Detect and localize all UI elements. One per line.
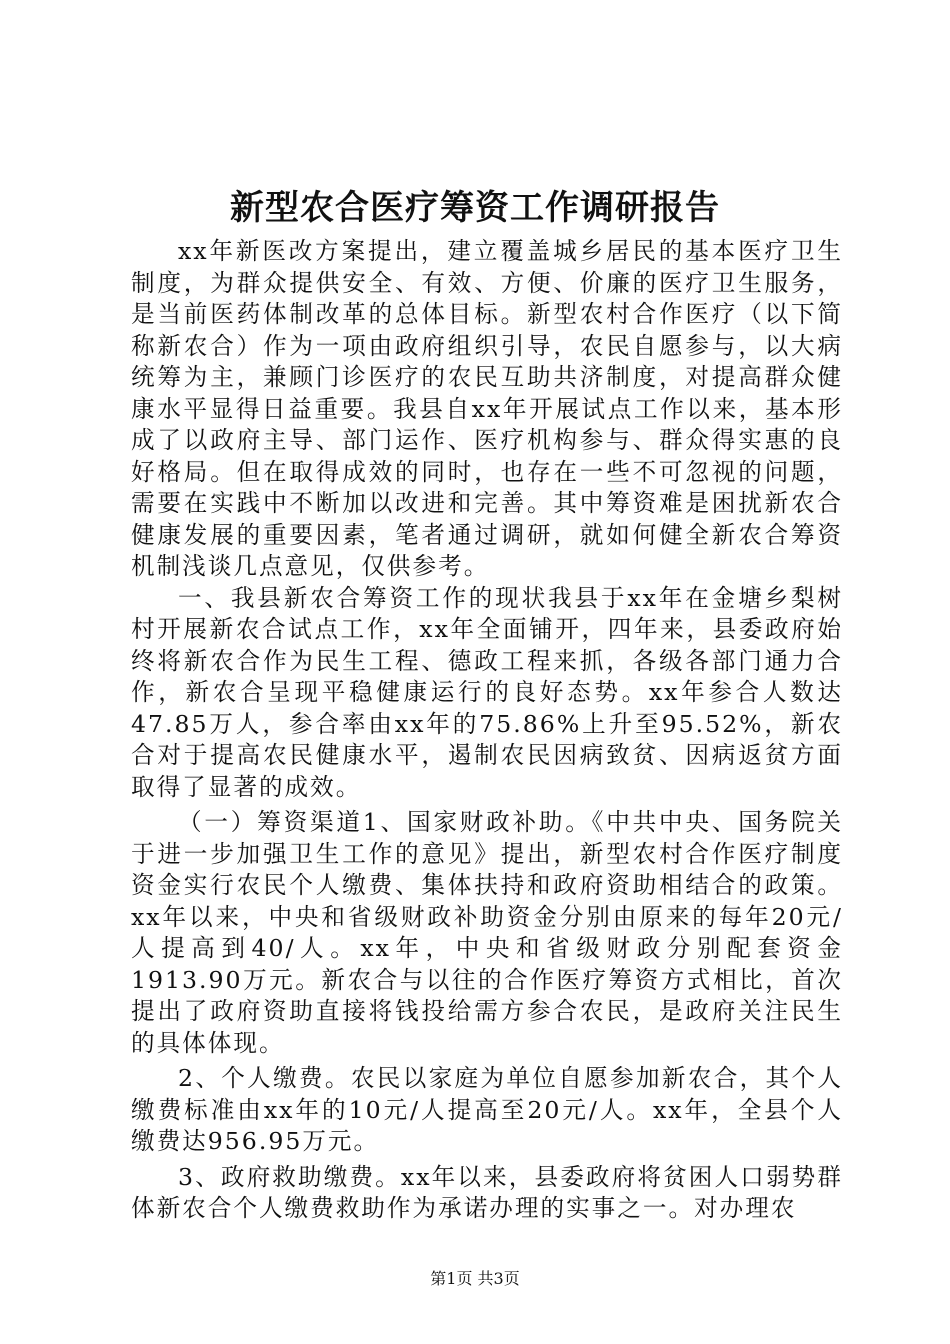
paragraph-section-1: 一、我县新农合筹资工作的现状我县于xx年在金塘乡梨树村开展新农合试点工作，xx年全面铺开，四年来，县委政府始终将新农合作为民生工程、德政工程来抓，各级各部门通力合作，新农合呈现平稳健康运行的良好态势。xx年参合人数达47.85万人，参合率由xx年的75.86%上升至95.52%，新农合对于提高农民健康水平，遏制农民因病致贫、因病返贫方面取得了显著的成效。 — [131, 583, 843, 801]
document-title: 新型农合医疗筹资工作调研报告 — [230, 188, 720, 228]
paragraph-funding-channels: （一）筹资渠道1、国家财政补助。《中共中央、国务院关于进一步加强卫生工作的意见》提出，新型农村合作医疗制度资金实行农民个人缴费、集体扶持和政府资助相结合的政策。xx年以来，中央和省级财政补助资金分别由原来的每年20元/人提高到40/人。xx年，中央和省级财政分别配套资金1913.90万元。新农合与以往的合作医疗筹资方式相比，首次提出了政府资助直接将钱投给需方参合农民，是政府关注民生的具体体现。 — [131, 808, 843, 1057]
page-footer: 第1页 共3页 — [430, 1269, 520, 1288]
paragraph-intro: xx年新医改方案提出，建立覆盖城乡居民的基本医疗卫生制度，为群众提供安全、有效、方便、价廉的医疗卫生服务，是当前医药体制改革的总体目标。新型农村合作医疗（以下简称新农合）作为一项由政府组织引导，农民自愿参与，以大病统筹为主，兼顾门诊医疗的农民互助共济制度，对提高群众健康水平显得日益重要。我县自xx年开展试点工作以来，基本形成了以政府主导、部门运作、医疗机构参与、群众得实惠的良好格局。但在取得成效的同时，也存在一些不可忽视的问题，需要在实践中不断加以改进和完善。其中筹资难是困扰新农合健康发展的重要因素，笔者通过调研，就如何健全新农合筹资机制浅谈几点意见，仅供参考。 — [131, 237, 843, 580]
paragraph-government-relief: 3、政府救助缴费。xx年以来，县委政府将贫困人口弱势群体新农合个人缴费救助作为承诺办理的实事之一。对办理农 — [131, 1162, 843, 1222]
paragraph-individual-payment: 2、个人缴费。农民以家庭为单位自愿参加新农合，其个人缴费标准由xx年的10元/人提高至20元/人。xx年，全县个人缴费达956.95万元。 — [131, 1064, 843, 1155]
document-body — [131, 236, 843, 1225]
